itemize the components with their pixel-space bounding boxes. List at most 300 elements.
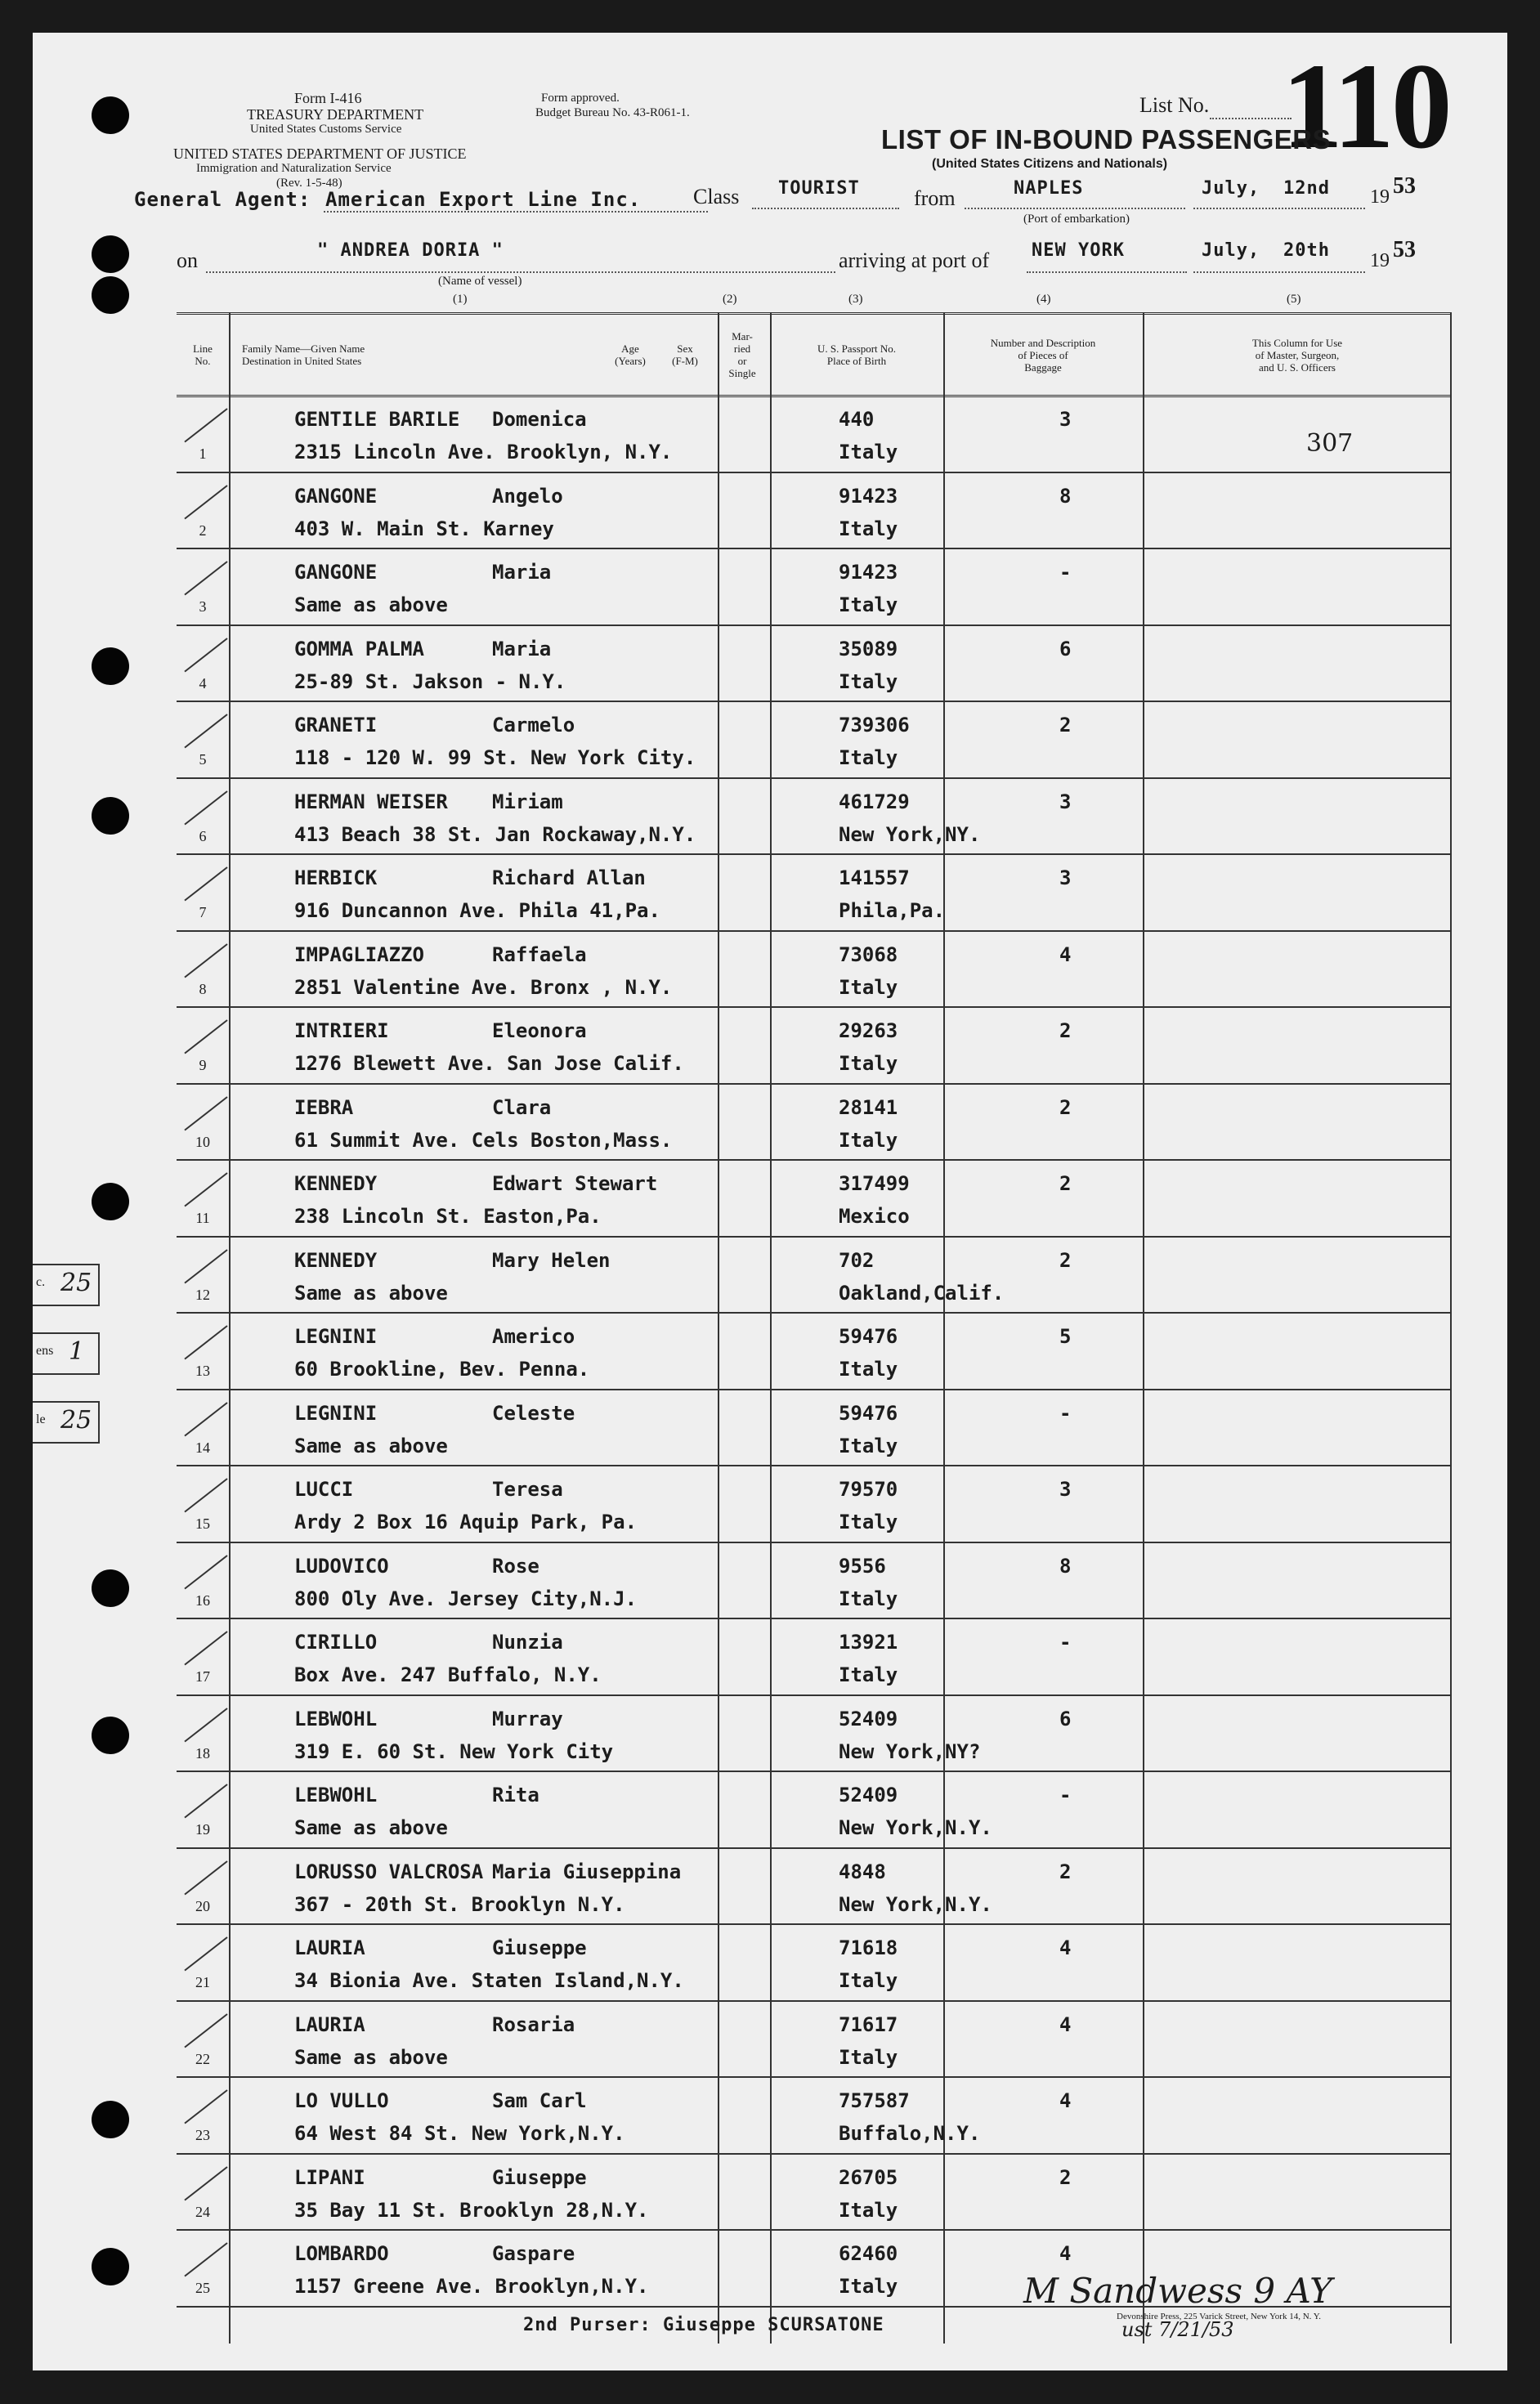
checkmark-stroke [184, 2242, 227, 2276]
side-tab [33, 1401, 100, 1444]
baggage-count: 4 [1059, 2242, 1072, 2265]
tab-label: c. [36, 1275, 46, 1289]
colnum-3: (3) [848, 293, 863, 306]
destination-address: 64 West 84 St. New York,N.Y. [294, 2122, 625, 2145]
given-name: Rosaria [492, 2012, 575, 2036]
given-name: Maria Giuseppina [492, 1860, 682, 1883]
destination-address: Same as above [294, 1816, 448, 1839]
line-number: 25 [195, 2280, 210, 2296]
line-number: 2 [199, 522, 207, 539]
colnum-2: (2) [723, 293, 737, 306]
passport-number: 28141 [839, 1095, 898, 1119]
punch-hole [92, 797, 129, 835]
family-name: LEBWOHL [294, 1707, 378, 1730]
given-name: Eleonora [492, 1019, 587, 1042]
family-name: INTRIERI [294, 1019, 389, 1042]
table-row [177, 1159, 1452, 1238]
checkmark-stroke [184, 1172, 227, 1206]
family-name: CIRILLO [294, 1631, 378, 1654]
line-number: 19 [195, 1821, 210, 1838]
line-number: 12 [195, 1286, 210, 1303]
table-header [177, 312, 1452, 397]
officer-initials: ust 7/21/53 [1121, 2318, 1234, 2341]
checkmark-stroke [184, 1860, 227, 1895]
passport-number: 4848 [839, 1860, 886, 1883]
checkmark-stroke [184, 943, 227, 978]
place-of-birth: New York,N.Y. [839, 1816, 992, 1839]
line-number: 4 [199, 674, 207, 692]
given-name: Miriam [492, 790, 563, 813]
table-row [177, 1618, 1452, 1696]
arrive-line [1193, 271, 1365, 273]
given-name: Rita [492, 1784, 539, 1806]
given-name: Carmelo [492, 714, 575, 736]
given-name: Richard Allan [492, 866, 646, 889]
baggage-count: 6 [1059, 637, 1072, 660]
passport-number: 141557 [839, 866, 910, 889]
destination-address: Same as above [294, 593, 448, 616]
col-header-officers: This Column for Use of Master, Surgeon, and U. S. Officers [1251, 336, 1343, 374]
destination-address: 118 - 120 W. 99 St. New York City. [294, 746, 696, 769]
table-row [177, 1542, 1452, 1620]
passport-number: 702 [839, 1248, 875, 1272]
place-of-birth: Italy [839, 746, 898, 769]
punch-hole [92, 1717, 129, 1754]
form-approval: Form approved. [541, 92, 620, 105]
given-name: Maria [492, 561, 552, 584]
table-row [177, 2076, 1452, 2155]
line-number: 23 [195, 2127, 210, 2143]
baggage-count: 6 [1059, 1707, 1072, 1730]
vessel-caption: (Name of vessel) [438, 275, 522, 288]
family-name: GENTILE BARILE [294, 408, 460, 431]
table-row [177, 548, 1452, 626]
officer-note: 307 [1306, 429, 1354, 458]
punch-hole [92, 276, 129, 314]
tab-label: le [36, 1412, 46, 1426]
family-name: KENNEDY [294, 1248, 378, 1272]
given-name: Angelo [492, 484, 563, 508]
place-of-birth: Italy [839, 1434, 898, 1457]
given-name: Clara [492, 1095, 552, 1119]
class-line [752, 208, 899, 209]
from-value: NAPLES [1014, 178, 1084, 199]
checkmark-stroke [184, 561, 227, 595]
checkmark-stroke [184, 638, 227, 672]
table-row [177, 1006, 1452, 1085]
punch-hole [92, 2248, 129, 2285]
table-row [177, 2153, 1452, 2232]
passport-number: 317499 [839, 1172, 910, 1195]
destination-address: 800 Oly Ave. Jersey City,N.J. [294, 1587, 638, 1610]
col-header-name: Family Name—Given Name Destination in United States [242, 342, 365, 367]
checkmark-stroke [184, 790, 227, 825]
family-name: GOMMA PALMA [294, 637, 424, 660]
baggage-count: 8 [1059, 1554, 1072, 1578]
vessel-line [206, 271, 835, 273]
arrive-year-suffix: 53 [1393, 237, 1416, 262]
destination-address: Box Ave. 247 Buffalo, N.Y. [294, 1663, 602, 1686]
place-of-birth: Italy [839, 441, 898, 463]
depart-month: July, [1202, 178, 1260, 199]
family-name: LORUSSO VALCROSA [294, 1860, 484, 1883]
place-of-birth: Italy [839, 2275, 898, 2298]
passport-number: 79570 [839, 1478, 898, 1501]
class-value: TOURIST [778, 178, 860, 199]
place-of-birth: New York,N.Y. [839, 1892, 992, 1916]
family-name: LIPANI [294, 2165, 365, 2189]
form-number: Form I-416 [294, 90, 362, 106]
baggage-count: 3 [1059, 408, 1072, 431]
passport-number: 52409 [839, 1707, 898, 1730]
baggage-count: - [1059, 1784, 1072, 1806]
general-agent-value: American Export Line Inc. [325, 188, 642, 211]
given-name: Maria [492, 637, 552, 660]
line-number: 14 [195, 1439, 210, 1456]
table-row [177, 930, 1452, 1009]
baggage-count: - [1059, 1631, 1072, 1654]
table-row [177, 395, 1452, 473]
destination-address: 35 Bay 11 St. Brooklyn 28,N.Y. [294, 2198, 649, 2222]
place-of-birth: Italy [839, 1969, 898, 1992]
destination-address: 367 - 20th St. Brooklyn N.Y. [294, 1892, 625, 1916]
family-name: LUDOVICO [294, 1554, 389, 1578]
given-name: Edwart Stewart [492, 1172, 658, 1195]
place-of-birth: Italy [839, 2198, 898, 2222]
passport-number: 739306 [839, 714, 910, 736]
table-row [177, 2000, 1452, 2079]
given-name: Sam Carl [492, 2089, 587, 2112]
baggage-count: 4 [1059, 942, 1072, 966]
purser-line: 2nd Purser: Giuseppe SCURSATONE [523, 2315, 884, 2335]
officer-signature: M Sandwess 9 AY [1023, 2271, 1332, 2311]
col-header-sex: Sex (F-M) [672, 342, 698, 367]
general-agent-label: General Agent: [134, 188, 311, 211]
baggage-count: 3 [1059, 790, 1072, 813]
checkmark-stroke [184, 1631, 227, 1665]
place-of-birth: Oakland,Calif. [839, 1281, 1005, 1305]
destination-address: 60 Brookline, Bev. Penna. [294, 1358, 590, 1381]
place-of-birth: Phila,Pa. [839, 899, 946, 922]
from-line [965, 208, 1185, 209]
tab-value: 25 [60, 1406, 92, 1435]
passport-number: 52409 [839, 1784, 898, 1806]
baggage-count: - [1059, 1401, 1072, 1425]
baggage-count: 4 [1059, 2089, 1072, 2112]
baggage-count: 5 [1059, 1325, 1072, 1348]
baggage-count: 2 [1059, 1019, 1072, 1042]
checkmark-stroke [184, 2013, 227, 2048]
table-row [177, 1389, 1452, 1467]
passport-number: 73068 [839, 942, 898, 966]
arrive-month: July, [1202, 240, 1260, 261]
passport-number: 35089 [839, 637, 898, 660]
side-tab [33, 1264, 100, 1306]
line-number: 20 [195, 1897, 210, 1914]
line-number: 8 [199, 980, 207, 997]
from-label: from [914, 186, 956, 210]
checkmark-stroke [184, 1936, 227, 1971]
place-of-birth: Italy [839, 2045, 898, 2069]
manifest-sheet [33, 33, 1507, 2370]
place-of-birth: Italy [839, 1587, 898, 1610]
family-name: HERBICK [294, 866, 378, 889]
table-row [177, 1771, 1452, 1849]
checkmark-stroke [184, 1096, 227, 1130]
place-of-birth: Italy [839, 1511, 898, 1533]
given-name: Americo [492, 1325, 575, 1348]
checkmark-stroke [184, 408, 227, 442]
checkmark-stroke [184, 866, 227, 901]
line-number: 9 [199, 1057, 207, 1073]
destination-address: Ardy 2 Box 16 Aquip Park, Pa. [294, 1511, 638, 1533]
col-header-married: Mar- ried or Single [728, 330, 756, 379]
line-number: 16 [195, 1591, 210, 1609]
col-header-baggage: Number and Description of Pieces of Baggage [990, 336, 1096, 374]
destination-address: 403 W. Main St. Karney [294, 517, 554, 540]
destination-address: 25-89 St. Jakson - N.Y. [294, 669, 566, 693]
family-name: GANGONE [294, 484, 378, 508]
depart-year-prefix: 19 [1370, 186, 1390, 208]
checkmark-stroke [184, 485, 227, 519]
checkmark-stroke [184, 2089, 227, 2124]
line-number: 11 [195, 1210, 210, 1226]
destination-address: 916 Duncannon Ave. Phila 41,Pa. [294, 899, 660, 922]
family-name: LEGNINI [294, 1325, 378, 1348]
depart-day: 12nd [1283, 178, 1330, 199]
given-name: Domenica [492, 408, 587, 431]
passport-number: 29263 [839, 1019, 898, 1042]
family-name: HERMAN WEISER [294, 790, 448, 813]
given-name: Gaspare [492, 2242, 575, 2265]
tab-label: ens [36, 1344, 54, 1358]
table-row [177, 701, 1452, 779]
checkmark-stroke [184, 1402, 227, 1436]
line-number: 5 [199, 751, 207, 768]
col-header-passport: U. S. Passport No. Place of Birth [817, 342, 897, 367]
place-of-birth: Italy [839, 1052, 898, 1075]
family-name: KENNEDY [294, 1172, 378, 1195]
punch-hole [92, 96, 129, 134]
checkmark-stroke [184, 714, 227, 748]
baggage-count: 2 [1059, 1248, 1072, 1272]
destination-address: 34 Bionia Ave. Staten Island,N.Y. [294, 1969, 684, 1992]
form-dept: TREASURY DEPARTMENT [247, 106, 424, 123]
table-row [177, 777, 1452, 856]
vessel-name: " ANDREA DORIA " [317, 240, 504, 261]
punch-hole [92, 2101, 129, 2138]
list-no-label: List No. [1139, 93, 1210, 117]
tab-value: 1 [69, 1337, 85, 1366]
passport-number: 91423 [839, 484, 898, 508]
destination-address: 1157 Greene Ave. Brooklyn,N.Y. [294, 2275, 649, 2298]
punch-hole [92, 1569, 129, 1607]
baggage-count: 4 [1059, 2012, 1072, 2036]
colnum-1: (1) [453, 293, 468, 306]
destination-address: 1276 Blewett Ave. San Jose Calif. [294, 1052, 684, 1075]
checkmark-stroke [184, 1708, 227, 1742]
arrival-port: NEW YORK [1032, 240, 1125, 261]
place-of-birth: Italy [839, 1663, 898, 1686]
table-row [177, 625, 1452, 703]
given-name: Nunzia [492, 1631, 563, 1654]
given-name: Giuseppe [492, 1936, 587, 1959]
family-name: LEGNINI [294, 1401, 378, 1425]
punch-hole [92, 647, 129, 685]
place-of-birth: Italy [839, 1128, 898, 1152]
family-name: IEBRA [294, 1095, 354, 1119]
line-number: 15 [195, 1515, 210, 1532]
agent-line [324, 211, 708, 213]
line-number: 21 [195, 1974, 210, 1990]
col-header-line: Line No. [193, 342, 213, 367]
side-tab [33, 1332, 100, 1375]
passport-number: 71617 [839, 2012, 898, 2036]
line-number: 10 [195, 1133, 210, 1150]
table-row [177, 1923, 1452, 2002]
manifest-title: LIST OF IN-BOUND PASSENGERS [881, 124, 1332, 154]
place-of-birth: Italy [839, 517, 898, 540]
destination-address: 238 Lincoln St. Easton,Pa. [294, 1205, 602, 1228]
given-name: Raffaela [492, 942, 587, 966]
destination-address: 2851 Valentine Ave. Bronx , N.Y. [294, 975, 673, 999]
given-name: Rose [492, 1554, 539, 1578]
baggage-count: 2 [1059, 714, 1072, 736]
baggage-count: 2 [1059, 1095, 1072, 1119]
depart-year-suffix: 53 [1393, 173, 1416, 199]
destination-address: 61 Summit Ave. Cels Boston,Mass. [294, 1128, 673, 1152]
checkmark-stroke [184, 1325, 227, 1359]
place-of-birth: Italy [839, 593, 898, 616]
line-number: 7 [199, 904, 207, 920]
place-of-birth: New York,NY. [839, 822, 981, 846]
passport-number: 91423 [839, 561, 898, 584]
destination-address: Same as above [294, 1434, 448, 1457]
family-name: LOMBARDO [294, 2242, 389, 2265]
passport-number: 62460 [839, 2242, 898, 2265]
list-no-line [1210, 118, 1292, 119]
given-name: Mary Helen [492, 1248, 611, 1272]
destination-address: 319 E. 60 St. New York City [294, 1739, 614, 1763]
place-of-birth: New York,NY? [839, 1739, 981, 1763]
form-ins: Immigration and Naturalization Service [196, 162, 392, 175]
punch-hole [92, 1183, 129, 1220]
on-label: on [177, 248, 198, 272]
line-number: 3 [199, 598, 207, 615]
arrive-year-prefix: 19 [1370, 250, 1390, 271]
given-name: Teresa [492, 1478, 563, 1501]
given-name: Murray [492, 1707, 563, 1730]
family-name: IMPAGLIAZZO [294, 942, 424, 966]
baggage-count: 2 [1059, 2165, 1072, 2189]
form-budget: Budget Bureau No. 43-R061-1. [535, 106, 690, 119]
place-of-birth: Mexico [839, 1205, 910, 1228]
baggage-count: 4 [1059, 1936, 1072, 1959]
given-name: Celeste [492, 1401, 575, 1425]
passport-number: 59476 [839, 1325, 898, 1348]
given-name: Giuseppe [492, 2165, 587, 2189]
checkmark-stroke [184, 1019, 227, 1054]
passport-number: 757587 [839, 2089, 910, 2112]
form-service: United States Customs Service [250, 123, 402, 136]
table-row [177, 1847, 1452, 1926]
line-number: 13 [195, 1363, 210, 1379]
printer-imprint: Devonshire Press, 225 Varick Street, New York 14, N. Y. [1117, 2312, 1322, 2321]
colnum-4: (4) [1036, 293, 1051, 306]
destination-address: Same as above [294, 2045, 448, 2069]
baggage-count: 3 [1059, 866, 1072, 889]
line-number: 24 [195, 2203, 210, 2220]
passport-number: 440 [839, 408, 875, 431]
line-number: 1 [199, 445, 207, 462]
family-name: LUCCI [294, 1478, 354, 1501]
line-number: 18 [195, 1744, 210, 1762]
checkmark-stroke [184, 1478, 227, 1512]
table-row [177, 1083, 1452, 1162]
family-name: GANGONE [294, 561, 378, 584]
checkmark-stroke [184, 1249, 227, 1283]
table-row [177, 853, 1452, 932]
place-of-birth: Italy [839, 975, 898, 999]
passport-number: 461729 [839, 790, 910, 813]
baggage-count: 2 [1059, 1172, 1072, 1195]
line-number: 6 [199, 827, 207, 844]
family-name: LEBWOHL [294, 1784, 378, 1806]
passport-number: 13921 [839, 1631, 898, 1654]
passenger-table [177, 312, 1452, 2344]
family-name: LAURIA [294, 2012, 365, 2036]
baggage-count: - [1059, 561, 1072, 584]
tab-value: 25 [60, 1269, 92, 1297]
manifest-subtitle: (United States Citizens and Nationals) [932, 157, 1168, 171]
form-justice: UNITED STATES DEPARTMENT OF JUSTICE [173, 145, 467, 162]
destination-address: 413 Beach 38 St. Jan Rockaway,N.Y. [294, 822, 696, 846]
colnum-5: (5) [1287, 293, 1301, 306]
depart-line [1193, 208, 1365, 209]
checkmark-stroke [184, 2166, 227, 2200]
table-row [177, 1465, 1452, 1543]
place-of-birth: Italy [839, 669, 898, 693]
baggage-count: 3 [1059, 1478, 1072, 1501]
place-of-birth: Buffalo,N.Y. [839, 2122, 981, 2145]
list-number: 110 [1282, 38, 1449, 174]
arriving-label: arriving at port of [839, 248, 990, 272]
form-rev: (Rev. 1-5-48) [276, 177, 342, 190]
class-label: Class [693, 185, 740, 208]
line-number: 17 [195, 1668, 210, 1685]
baggage-count: 8 [1059, 484, 1072, 508]
passport-number: 9556 [839, 1554, 886, 1578]
passport-number: 59476 [839, 1401, 898, 1425]
line-number: 22 [195, 2050, 210, 2067]
family-name: LO VULLO [294, 2089, 389, 2112]
table-row [177, 472, 1452, 550]
embark-caption: (Port of embarkation) [1023, 213, 1130, 226]
table-row [177, 1694, 1452, 1773]
baggage-count: 2 [1059, 1860, 1072, 1883]
col-header-age: Age (Years) [615, 342, 646, 367]
table-row [177, 1312, 1452, 1390]
checkmark-stroke [184, 1784, 227, 1818]
arrival-line [1027, 271, 1187, 273]
passport-number: 26705 [839, 2165, 898, 2189]
family-name: LAURIA [294, 1936, 365, 1959]
passport-number: 71618 [839, 1936, 898, 1959]
table-row [177, 1236, 1452, 1314]
punch-hole [92, 235, 129, 273]
destination-address: 2315 Lincoln Ave. Brooklyn, N.Y. [294, 441, 673, 463]
place-of-birth: Italy [839, 1358, 898, 1381]
